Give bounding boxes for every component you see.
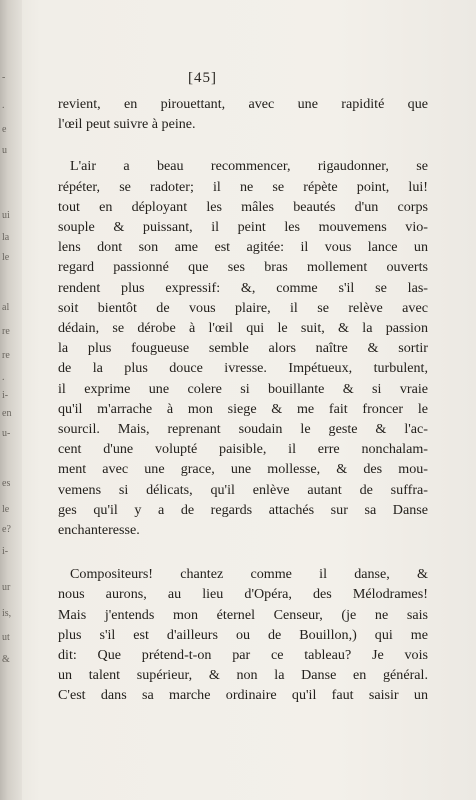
margin-fragment: le (2, 252, 10, 263)
text-line: C'est dans sa marche ordinaire qu'il faut saisir un (58, 687, 428, 704)
text-line: tout en déployant les mâles beautés d'un corps (58, 198, 428, 215)
text-line: L'air a beau recommencer, rigaudonner, se (70, 158, 428, 175)
margin-fragment: le (2, 504, 10, 515)
margin-fragment: . (2, 372, 5, 383)
paragraph (58, 94, 428, 134)
margin-fragment: i- (2, 390, 9, 401)
margin-fragment: re (2, 350, 10, 361)
paragraph (58, 156, 428, 540)
margin-fragment: e (2, 124, 7, 135)
text-line: cent d'une volupté paisible, il erre nonchalam- (58, 441, 428, 458)
text-line: un talent supérieur, & non la Danse en général. (58, 667, 428, 684)
margin-fragment: ur (2, 582, 11, 593)
margin-fragment: e? (2, 524, 11, 535)
text-line: nous aurons, au lieu d'Opéra, des Mélodrames! (58, 586, 428, 603)
page-number: [45] (188, 70, 217, 86)
text-line: regard passionné que ses bras mollement ouverts (58, 259, 428, 276)
margin-fragment: en (2, 408, 12, 419)
text-line: il exprime une colere si bouillante & si vraie (58, 380, 428, 397)
paragraph (58, 564, 428, 705)
text-line: Mais j'entends mon éternel Censeur, (je ne sais (58, 606, 428, 623)
text-line: de la plus douce ivresse. Impétueux, turbulent, (58, 360, 428, 377)
text-line: sourcil. Mais, reprenant soudain le geste & l'ac- (58, 421, 428, 438)
margin-fragment: es (2, 478, 11, 489)
margin-fragment: ut (2, 632, 10, 643)
text-line: qu'il m'arrache à mon siege & me fait froncer le (58, 400, 428, 417)
margin-fragment: ui (2, 210, 10, 221)
margin-fragment: la (2, 232, 10, 243)
text-line: plus s'il est d'ailleurs ou de Bouillon,) qui me (58, 626, 428, 643)
text-line: souple & puissant, il peint les mouvemens vio- (58, 219, 428, 236)
text-line: rendent plus expressif: &, comme s'il se las- (58, 279, 428, 296)
margin-fragment: & (2, 654, 10, 665)
text-line: Compositeurs! chantez comme il danse, & (70, 566, 428, 583)
facing-page-margin (0, 0, 22, 800)
text-line: répéter, se radoter; il ne se répète point, lui! (58, 178, 428, 195)
text-line: la plus fougueuse semble alors naître & sortir (58, 340, 428, 357)
text-line: ment avec une grace, une mollesse, & des mou- (58, 461, 428, 478)
text-line: lens dont son ame est agitée: il vous lance un (58, 239, 428, 256)
body-text (58, 94, 428, 706)
margin-fragment: u (2, 145, 7, 156)
text-line: soit bientôt de vous plaire, il se relève avec (58, 299, 428, 316)
text-line: l'œil peut suivre à peine. (58, 116, 196, 133)
text-line: revient, en pirouettant, avec une rapidité que (58, 96, 428, 112)
margin-fragment: re (2, 326, 10, 337)
margin-fragment: al (2, 302, 10, 313)
margin-fragment: u- (2, 428, 11, 439)
text-line: dit: Que prétend-t-on par ce tableau? Je vois (58, 647, 428, 664)
text-line: ges qu'il y a de regards attachés sur sa Danse (58, 501, 428, 518)
margin-fragment: is, (2, 608, 12, 619)
text-line: dédain, se dérobe à l'œil qui le suit, & la passion (58, 320, 428, 337)
text-line: enchanteresse. (58, 522, 140, 539)
margin-fragment: - (2, 72, 6, 83)
text-line: vemens si délicats, qu'il enlève autant de suffra- (58, 481, 428, 498)
margin-fragment: . (2, 100, 5, 111)
margin-fragment: i- (2, 546, 9, 557)
